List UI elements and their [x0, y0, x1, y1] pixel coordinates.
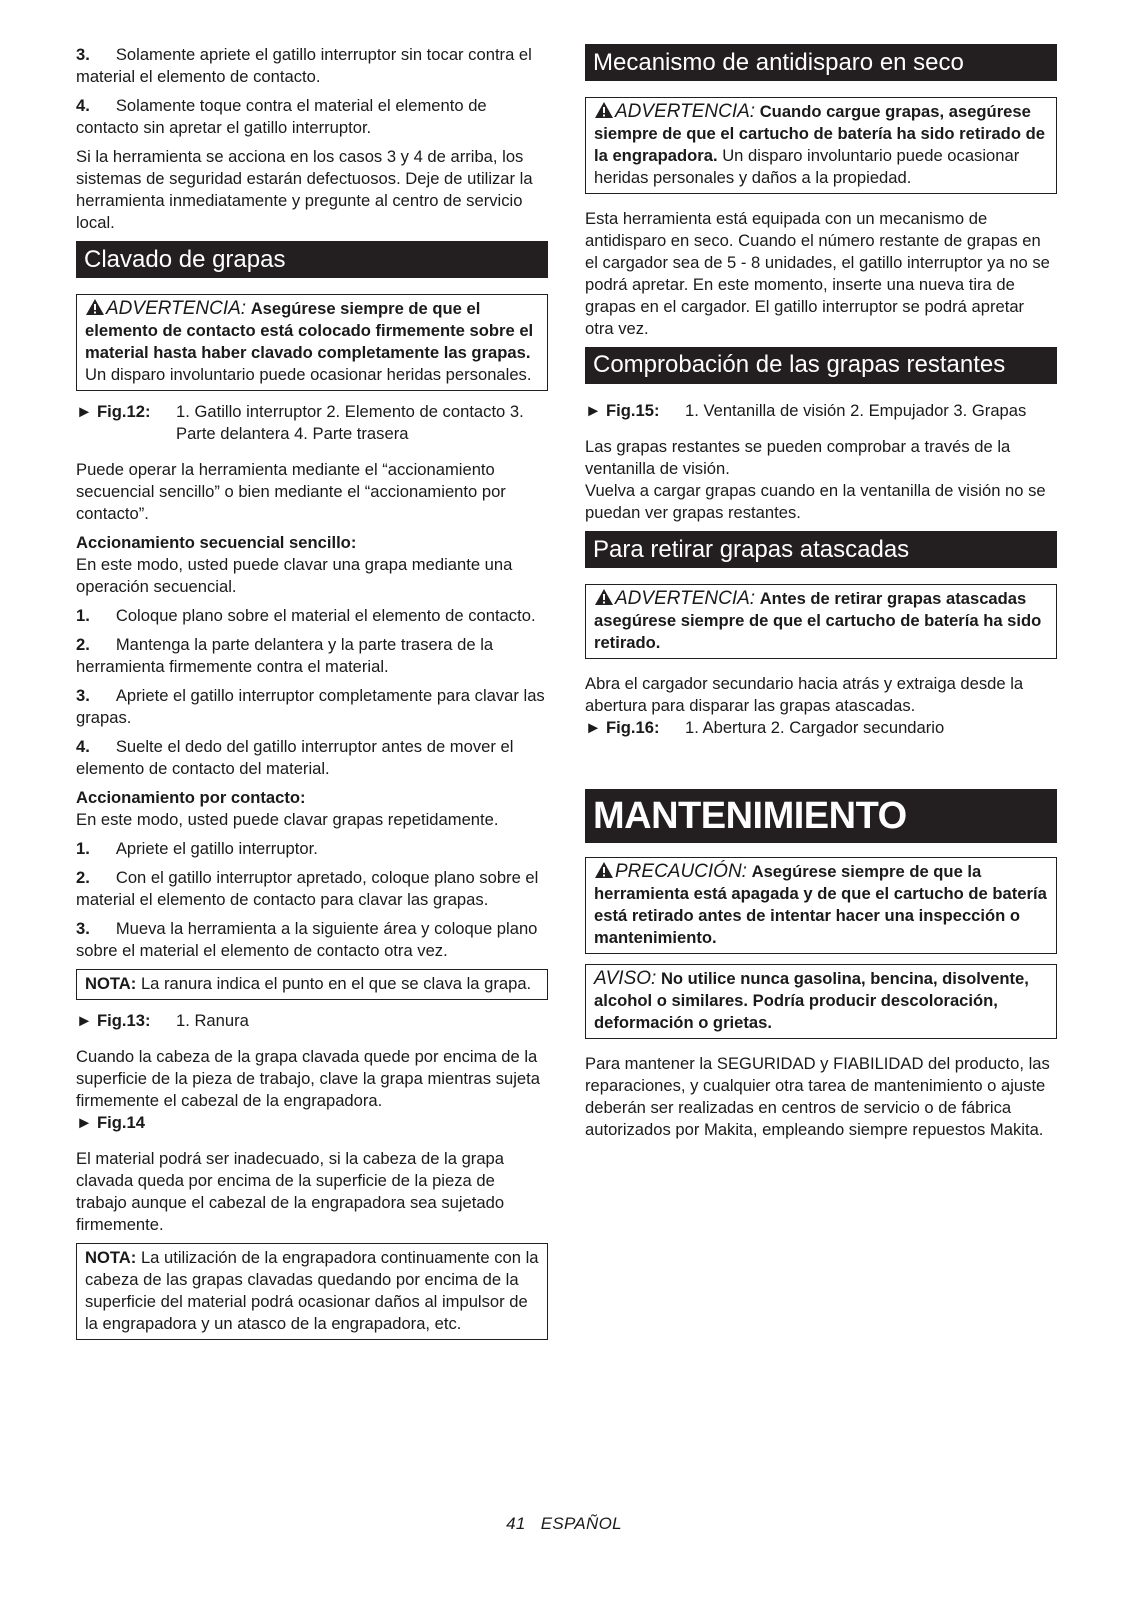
notice-box — [585, 964, 1057, 1039]
warning-text: Un disparo involuntario puede ocasionar heridas personales y daños a la propiedad. — [594, 146, 1020, 187]
section-title-clavado: Clavado de grapas — [76, 241, 548, 278]
page-footer — [0, 1513, 1128, 1535]
warning-text: Un disparo involuntario puede ocasionar heridas personales. — [85, 365, 532, 384]
warning-label: ADVERTENCIA: — [106, 298, 247, 319]
note-text: La ranura indica el punto en el que se clava la grapa. — [140, 974, 532, 993]
figure-reference — [76, 401, 548, 445]
figure-label: ► Fig.12: — [76, 402, 151, 421]
warning-triangle-icon — [594, 861, 614, 879]
material-paragraph: El material podrá ser inadecuado, si la cabeza de la grapa clavada queda por encima de la superficie de la pieza de trabajo aunque el cabezal de la engrapadora sea sujetado firmemente. — [76, 1149, 505, 1234]
footer-language: ESPAÑOL — [540, 1514, 622, 1533]
warning-box — [76, 294, 548, 391]
subheading-sequential: Accionamiento secuencial sencillo: — [76, 533, 357, 552]
warning-box — [585, 584, 1057, 659]
head-paragraph: Cuando la cabeza de la grapa clavada quede por encima de la superficie de la pieza de trabajo, clave la grapa mientras sujeta firmemente el cabezal de la engrapadora. — [76, 1047, 540, 1110]
note-text: La utilización de la engrapadora continuamente con la cabeza de las grapas clavadas quedando por encima de la superficie del material podrá ocasionar daños al impulsor de la engrapadora y un atasco de la engrapadora, etc. — [85, 1248, 539, 1333]
main-title-mantenimiento: MANTENIMIENTO — [585, 789, 1057, 843]
caution-bold-text: Asegúrese siempre de que la herramienta está apagada y de que el cartucho de batería está retirado antes de intentar hacer una inspección o mantenimiento. — [594, 862, 1047, 947]
section-title-comprobacion: Comprobación de las grapas restantes — [585, 347, 1057, 384]
jam-paragraph: Abra el cargador secundario hacia atrás y extraiga desde la abertura para disparar las grapas atascadas. — [585, 674, 1024, 715]
modes-paragraph: Puede operar la herramienta mediante el “accionamiento secuencial sencillo” o bien mediante el “accionamiento por contacto”. — [76, 460, 506, 523]
figure-caption: 1. Ranura — [176, 1011, 249, 1030]
caution-label: PRECAUCIÓN: — [615, 861, 747, 882]
page-number: 41 — [506, 1514, 526, 1533]
intro-paragraph: Si la herramienta se acciona en los casos 3 y 4 de arriba, los sistemas de seguridad estarán defectuosos. Deje de utilizar la herramienta inmediatamente y pregunte al centro de servicio local. — [76, 147, 533, 232]
right-column — [585, 44, 1057, 1148]
figure-reference — [76, 1010, 548, 1032]
warning-triangle-icon — [85, 298, 105, 316]
figure-reference — [585, 717, 1057, 739]
list-item: 4. Suelte el dedo del gatillo interruptor antes de mover el elemento de contacto del material. — [76, 737, 514, 778]
figure-label: ► Fig.14 — [76, 1113, 145, 1132]
warning-box — [585, 97, 1057, 194]
note-label: NOTA: — [85, 1248, 137, 1267]
figure-reference — [585, 400, 1057, 422]
contact-intro: En este modo, usted puede clavar grapas repetidamente. — [76, 810, 499, 829]
maintenance-paragraph: Para mantener la SEGURIDAD y FIABILIDAD del producto, las reparaciones, y cualquier otra tarea de mantenimiento o ajuste deberán ser realizadas en centros de servicio o de fábrica autorizados por Makita, empleando siempre repuestos Makita. — [585, 1054, 1050, 1139]
subheading-contact: Accionamiento por contacto: — [76, 788, 306, 807]
warning-bold-text: Cuando cargue grapas, asegúrese siempre de que el cartucho de batería ha sido retirado de la engrapadora. — [594, 102, 1045, 165]
note-label: NOTA: — [85, 974, 137, 993]
warning-label: ADVERTENCIA: — [615, 101, 756, 122]
caution-box — [585, 857, 1057, 954]
warning-bold-text: Antes de retirar grapas atascadas asegúrese siempre de que el cartucho de batería ha sido retirado. — [594, 589, 1042, 652]
list-item: 1. Apriete el gatillo interruptor. — [76, 839, 318, 858]
warning-bold-text: Asegúrese siempre de que el elemento de contacto está colocado firmemente sobre el material hasta haber clavado completamente las grapas. — [85, 299, 534, 362]
note-box — [76, 1243, 548, 1340]
remaining-paragraph: Las grapas restantes se pueden comprobar a través de la ventanilla de visión. — [585, 437, 1011, 478]
list-item: 3. Solamente apriete el gatillo interruptor sin tocar contra el material el elemento de contacto. — [76, 45, 532, 86]
list-item: 4. Solamente toque contra el material el elemento de contacto sin apretar el gatillo interruptor. — [76, 96, 487, 137]
note-box — [76, 969, 548, 1000]
notice-bold-text: No utilice nunca gasolina, bencina, disolvente, alcohol o similares. Podría producir descoloración, deformación o grietas. — [594, 969, 1029, 1032]
figure-caption: 1. Abertura 2. Cargador secundario — [685, 718, 945, 737]
list-item: 2. Mantenga la parte delantera y la parte trasera de la herramienta firmemente contra el material. — [76, 635, 494, 676]
warning-triangle-icon — [594, 101, 614, 119]
figure-label: ► Fig.13: — [76, 1011, 151, 1030]
sequential-intro: En este modo, usted puede clavar una grapa mediante una operación secuencial. — [76, 555, 513, 596]
list-item: 3. Apriete el gatillo interruptor completamente para clavar las grapas. — [76, 686, 545, 727]
antidisparo-paragraph: Esta herramienta está equipada con un mecanismo de antidisparo en seco. Cuando el número restante de grapas en el cargador sea de 5 - 8 unidades, el gatillo interruptor ya no se podrá apretar. En este momento, inserte una nueva tira de grapas en el cargador. El gatillo interruptor se podrá apretar otra vez. — [585, 209, 1050, 338]
list-item: 1. Coloque plano sobre el material el elemento de contacto. — [76, 606, 536, 625]
warning-triangle-icon — [594, 588, 614, 606]
reload-paragraph: Vuelva a cargar grapas cuando en la ventanilla de visión no se puedan ver grapas restantes. — [585, 481, 1046, 522]
section-title-atascadas: Para retirar grapas atascadas — [585, 531, 1057, 568]
list-item: 2. Con el gatillo interruptor apretado, coloque plano sobre el material el elemento de contacto para clavar las grapas. — [76, 868, 539, 909]
figure-label: ► Fig.15: — [585, 401, 660, 420]
figure-caption: 1. Ventanilla de visión 2. Empujador 3. Grapas — [685, 401, 1027, 420]
warning-label: ADVERTENCIA: — [615, 588, 756, 609]
left-column — [76, 44, 548, 1350]
list-item: 3. Mueva la herramienta a la siguiente área y coloque plano sobre el material el elemento de contacto otra vez. — [76, 919, 538, 960]
notice-label: AVISO: — [594, 968, 657, 989]
figure-caption: 1. Gatillo interruptor 2. Elemento de contacto 3. Parte delantera 4. Parte trasera — [176, 402, 524, 443]
figure-label: ► Fig.16: — [585, 718, 660, 737]
section-title-antidisparo: Mecanismo de antidisparo en seco — [585, 44, 1057, 81]
